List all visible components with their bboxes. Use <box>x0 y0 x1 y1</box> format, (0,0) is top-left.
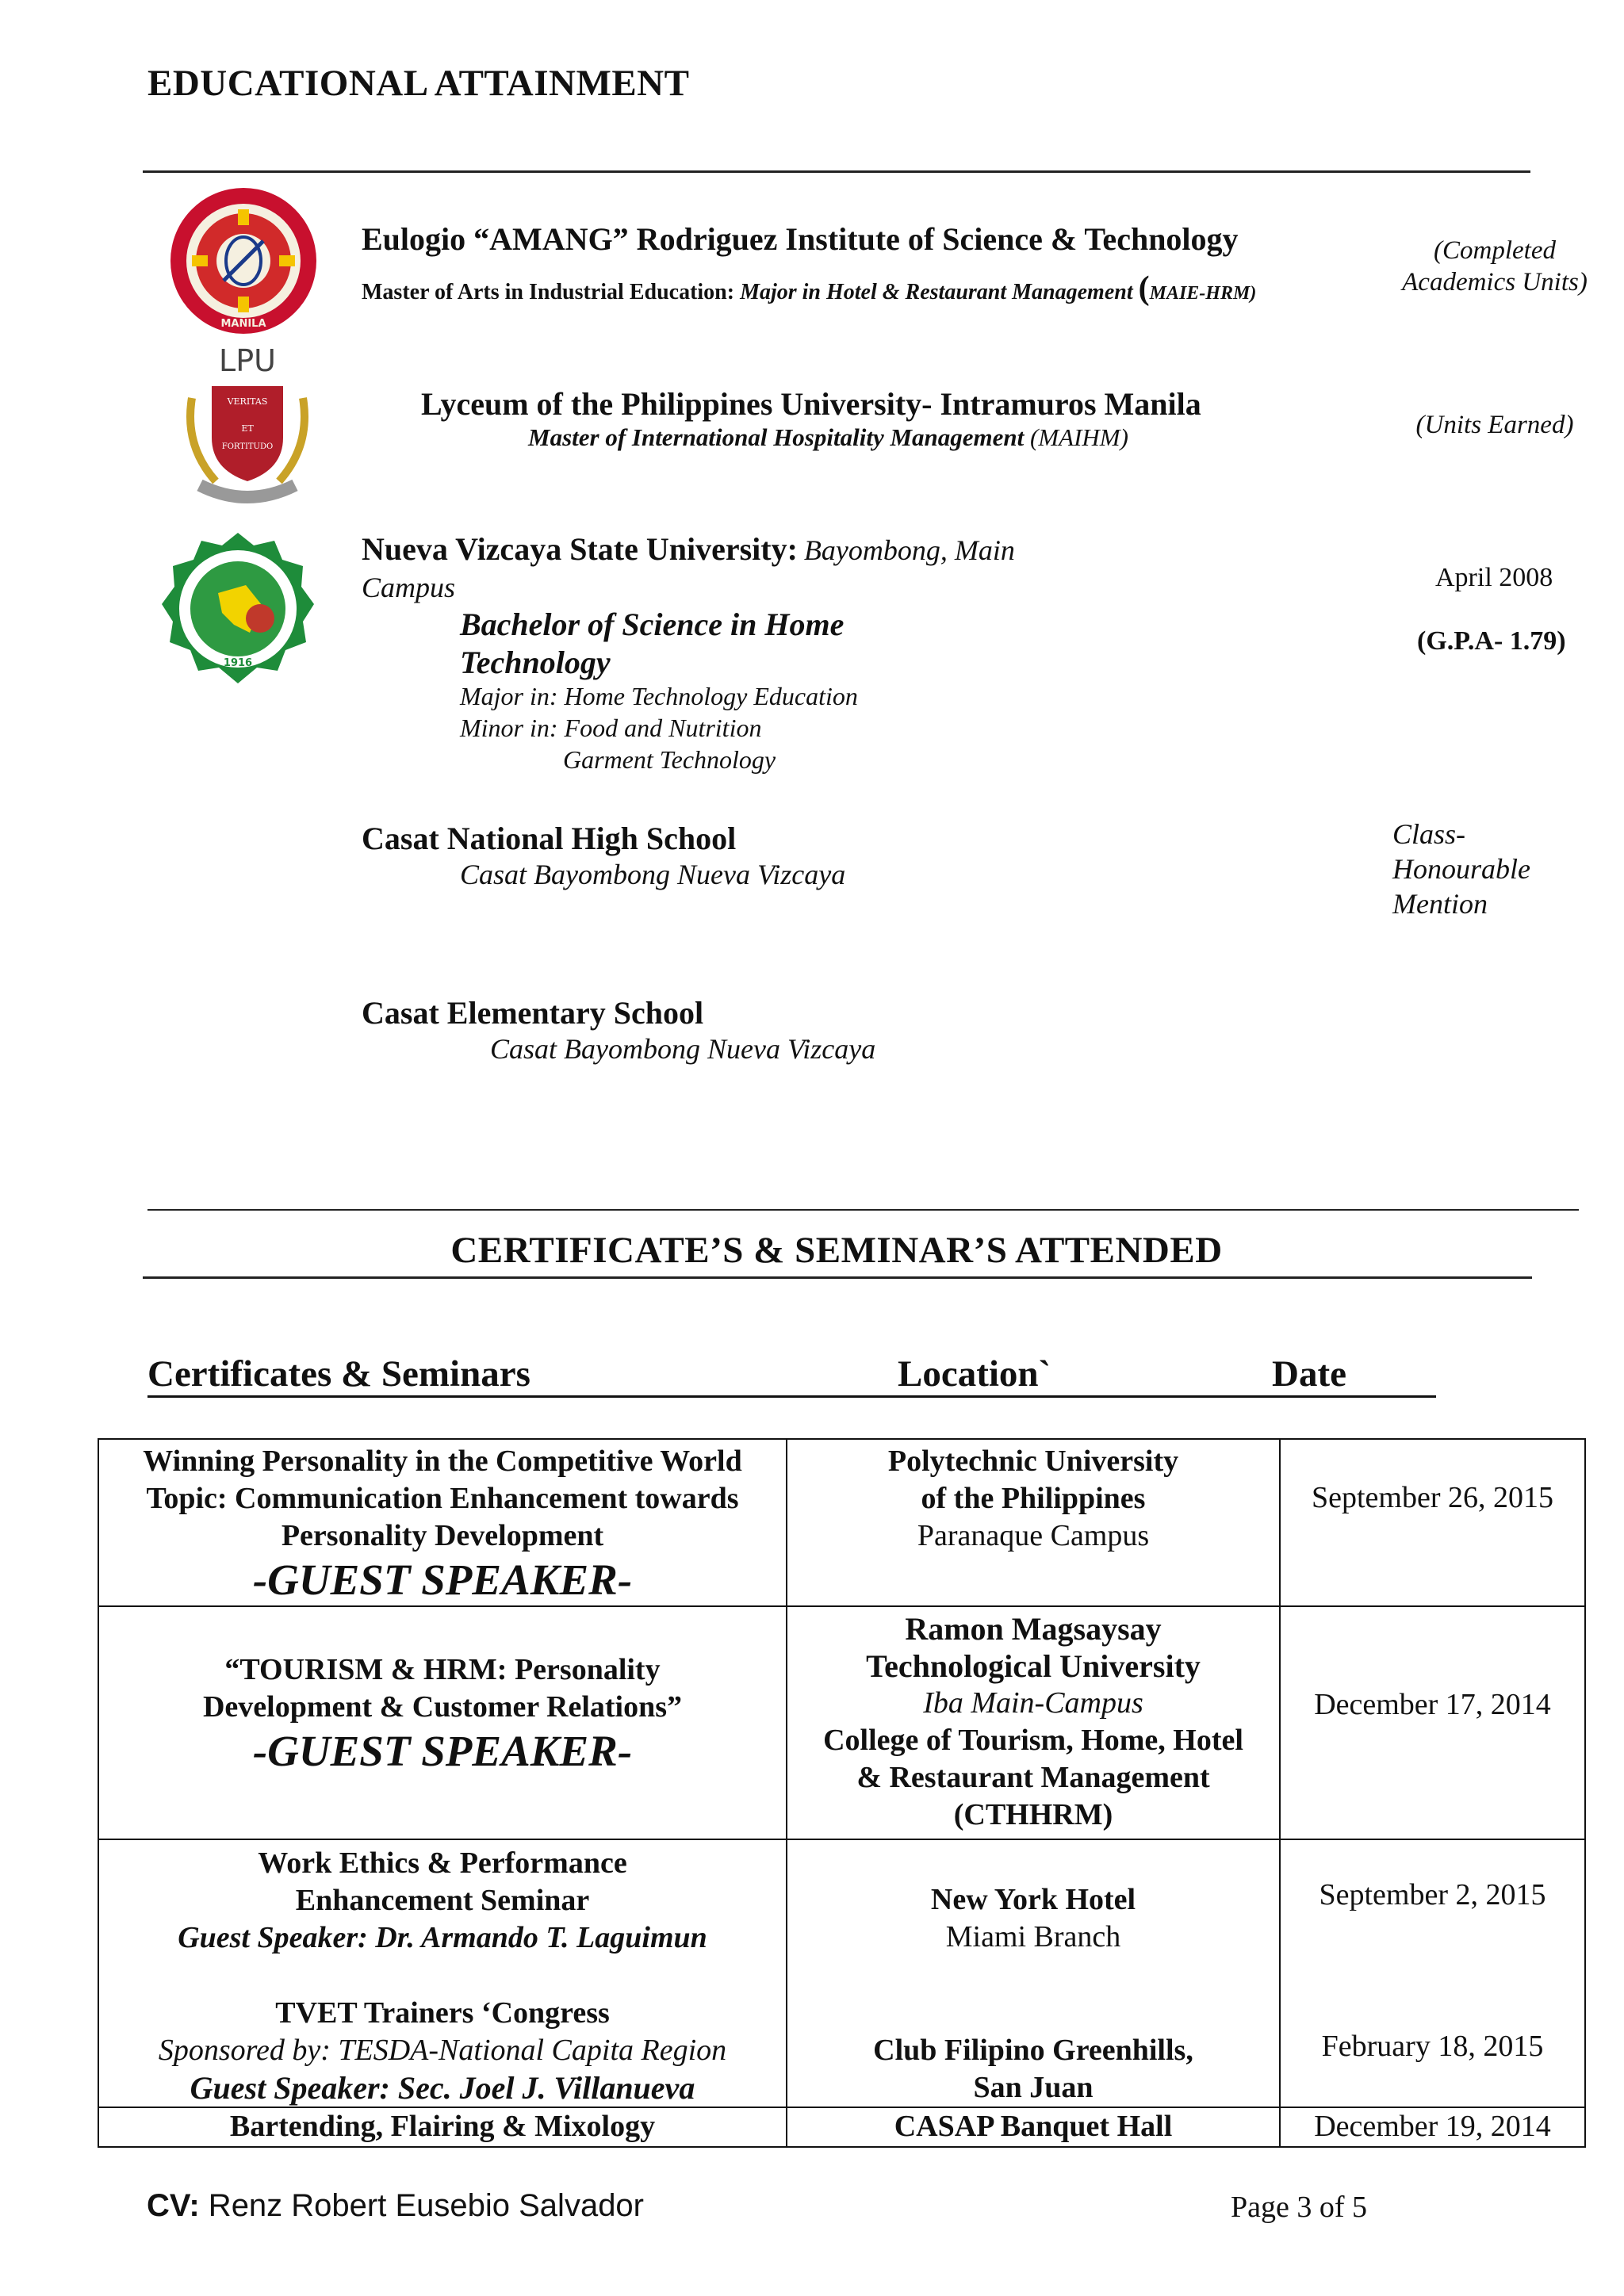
location-line: of the Philippines <box>921 1482 1146 1515</box>
location-line: College of Tourism, Home, Hotel <box>823 1724 1243 1757</box>
location-line: Miami Branch <box>945 1920 1121 1954</box>
section-divider <box>143 170 1530 173</box>
cell-title <box>98 2107 787 2147</box>
location-line: San Juan <box>973 2071 1094 2104</box>
school-location: Bayombong, Main <box>803 534 1015 566</box>
footer-cv-label: CV: <box>147 2188 200 2223</box>
lpu-seal-icon <box>168 342 327 509</box>
column-header-certificates: Certificates & Seminars <box>147 1353 530 1395</box>
school-name: Eulogio “AMANG” Rodriguez Institute of Science & Technology <box>362 221 1239 257</box>
sponsor: Sponsored by: TESDA-National Capita Region <box>158 2034 727 2067</box>
guest-speaker-label: -GUEST SPEAKER- <box>252 1556 633 1604</box>
cell-title <box>98 1439 787 1606</box>
date: December 17, 2014 <box>1314 1688 1551 1721</box>
school-name: Casat Elementary School <box>362 995 704 1031</box>
degree-name: Master of International Hospitality Management <box>528 423 1025 451</box>
title-line: Winning Personality in the Competitive World <box>143 1445 742 1478</box>
cell-date <box>1280 2107 1585 2147</box>
table-row <box>98 1839 1585 2107</box>
school-location: Campus <box>362 572 456 603</box>
cell-title <box>98 1606 787 1839</box>
status-note <box>1392 817 1530 921</box>
date: September 26, 2015 <box>1311 1481 1553 1514</box>
cell-location <box>787 1839 1280 2107</box>
degree <box>528 423 1128 452</box>
page-title: EDUCATIONAL ATTAINMENT <box>147 63 690 104</box>
degree <box>362 270 1256 308</box>
title-line: Work Ethics & Performance <box>258 1846 627 1880</box>
location-line: Club Filipino Greenhills, <box>873 2034 1193 2067</box>
title-line: “TOURISM & HRM: Personality <box>224 1653 661 1686</box>
title-line: Personality Development <box>281 1519 604 1552</box>
svg-text:MANILA: MANILA <box>220 318 266 330</box>
nvsu-seal-icon <box>159 530 317 688</box>
date: December 19, 2014 <box>1314 2110 1551 2143</box>
status-note: (Units Earned) <box>1415 411 1574 439</box>
guest-speaker-label: -GUEST SPEAKER- <box>252 1727 633 1775</box>
table-row <box>98 1606 1585 1839</box>
degree-paren: ( <box>1138 270 1150 307</box>
section-divider <box>143 1276 1532 1279</box>
status-line: Class- <box>1392 818 1466 850</box>
location-line: New York Hotel <box>930 1883 1136 1916</box>
column-header-date: Date <box>1272 1353 1346 1395</box>
location-line: Iba Main-Campus <box>923 1686 1143 1720</box>
cell-location <box>787 1439 1280 1606</box>
degree-abbr: (MAIHM) <box>1024 423 1128 451</box>
page-number: Page 3 of 5 <box>1231 2191 1368 2224</box>
title-line: Development & Customer Relations” <box>202 1690 683 1724</box>
lpu-logo-text: LPU <box>219 343 276 378</box>
status-note: (Completed Academics Units) <box>1402 236 1588 297</box>
location: CASAP Banquet Hall <box>894 2110 1173 2143</box>
minor: Minor in: Food and Nutrition <box>460 714 762 742</box>
title-line: Topic: Communication Enhancement towards <box>146 1482 739 1515</box>
location-line: Paranaque Campus <box>917 1519 1150 1552</box>
cell-date <box>1280 1839 1585 2107</box>
school-name: Lyceum of the Philippines University- Intramuros Manila <box>421 386 1201 422</box>
school-line <box>362 531 1123 575</box>
status-line: Honourable <box>1392 853 1530 885</box>
nvsu-year: 1916 <box>223 657 253 669</box>
degree: Technology <box>460 645 611 680</box>
cell-title <box>98 1839 787 2107</box>
school-location: Casat Bayombong Nueva Vizcaya <box>490 1033 876 1065</box>
degree-prefix: Master of Arts in Industrial Education: <box>362 280 741 304</box>
degree-abbr: MAIE-HRM) <box>1149 283 1257 304</box>
seminar-table <box>98 1438 1586 2148</box>
footer-cv-name: Renz Robert Eusebio Salvador <box>199 2188 644 2223</box>
title-line: TVET Trainers ‘Congress <box>275 1996 610 2030</box>
minor: Garment Technology <box>563 745 776 774</box>
cell-date <box>1280 1439 1585 1606</box>
header-underline <box>147 1395 1436 1398</box>
school-name: Nueva Vizcaya State University: <box>362 531 798 567</box>
location-line: Polytechnic University <box>887 1445 1179 1478</box>
section-title: CERTIFICATE’S & SEMINAR’S ATTENDED <box>450 1230 1223 1271</box>
major: Major in: Home Technology Education <box>460 682 858 710</box>
location-line: & Restaurant Management <box>856 1761 1210 1794</box>
location-line: Technological University <box>866 1648 1201 1684</box>
degree-major: Major in Hotel & Restaurant Management <box>740 280 1139 304</box>
cell-location <box>787 2107 1280 2147</box>
title-line: Enhancement Seminar <box>295 1884 590 1917</box>
title: Bartending, Flairing & Mixology <box>229 2110 656 2143</box>
date: September 2, 2015 <box>1319 1878 1546 1911</box>
lpu-motto: ET <box>241 423 254 434</box>
section-divider <box>147 1209 1579 1211</box>
speaker: Guest Speaker: Dr. Armando T. Laguimun <box>178 1921 707 1954</box>
location-line: Ramon Magsaysay <box>905 1611 1162 1647</box>
lpu-motto: FORTITUDO <box>221 442 274 451</box>
status-line: Mention <box>1392 888 1488 920</box>
gpa: (G.P.A- 1.79) <box>1417 626 1566 656</box>
footer-cv <box>147 2188 644 2224</box>
graduation-date: April 2008 <box>1435 563 1553 592</box>
column-header-location: Location` <box>898 1353 1051 1395</box>
location-line: (CTHHRM) <box>953 1798 1113 1831</box>
lpu-motto: VERITAS <box>227 396 268 407</box>
earist-seal-icon <box>168 186 319 336</box>
cell-location <box>787 1606 1280 1839</box>
table-row <box>98 2107 1585 2147</box>
table-row <box>98 1439 1585 1606</box>
degree: Bachelor of Science in Home <box>460 607 845 642</box>
date: February 18, 2015 <box>1321 2030 1544 2063</box>
cell-date <box>1280 1606 1585 1839</box>
school-name: Casat National High School <box>362 821 737 856</box>
school-location: Casat Bayombong Nueva Vizcaya <box>460 859 846 890</box>
speaker: Guest Speaker: Sec. Joel J. Villanueva <box>190 2070 695 2106</box>
